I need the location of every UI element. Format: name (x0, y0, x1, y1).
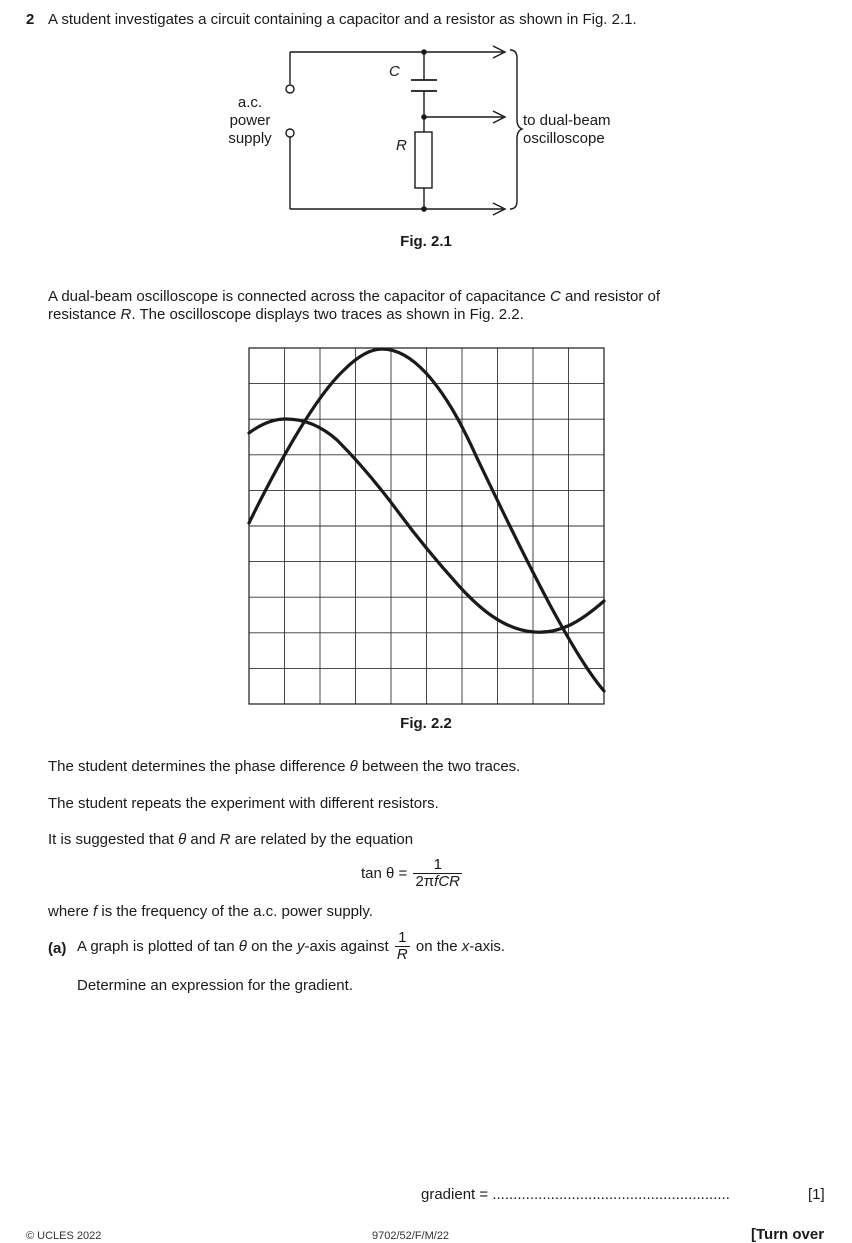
supply-label-line2: power (229, 112, 271, 129)
junction-top (421, 49, 427, 55)
supply-terminal-top (286, 85, 294, 93)
one-over-r-fraction: $\frac{1}{R}$ (396, 929, 408, 963)
resistor-label: R (396, 137, 407, 154)
suggestion-sentence: It is suggested that θ and R are related by the equation (48, 831, 414, 848)
footer-turn-over: [Turn over (751, 1226, 825, 1243)
oscilloscope-screen (249, 348, 604, 704)
phase-difference-sentence: The student determines the phase difference θ between the two traces. (48, 758, 521, 775)
resistor-symbol (415, 132, 432, 188)
footer-paper-code: 9702/52/F/M/22 (372, 1230, 450, 1242)
circuit-diagram (0, 0, 852, 240)
question-intro: A student investigates a circuit containing a capacitor and a resistor as shown in Fig. 2.1. (48, 11, 637, 28)
scope-label-line1: to dual-beam (523, 112, 611, 129)
part-a-question: A graph is plotted of tan θ on the y-axis against $\frac{1}{R}$ on the x-axis. (77, 929, 506, 963)
supply-label-line3: supply (228, 130, 272, 147)
footer-copyright: © UCLES 2022 (26, 1230, 102, 1242)
oscilloscope-description-line2: resistance R. The oscilloscope displays two traces as shown in Fig. 2.2. (48, 306, 524, 323)
question-number: 2 (26, 11, 35, 28)
gradient-answer-line[interactable] (421, 1186, 730, 1203)
where-sentence: where f is the frequency of the a.c. power supply. (48, 903, 373, 920)
part-a-marks: [1] (808, 1186, 825, 1203)
capacitor-label: C (389, 63, 400, 80)
part-a-instruction: Determine an expression for the gradient. (77, 977, 353, 994)
equation-fraction: $\frac{1}{\text{2πfCR}}$ (415, 856, 461, 890)
junction-middle (421, 114, 427, 120)
scope-brace (510, 50, 522, 209)
oscilloscope-description-line1: A dual-beam oscilloscope is connected across the capacitor of capacitance C and resistor of (48, 288, 661, 305)
fig-2-2-caption: Fig. 2.2 (400, 715, 452, 732)
gradient-answer-label: gradient = (421, 1186, 493, 1203)
equation: tan θ = $\frac{1}{\text{2πfCR}}$ (361, 856, 461, 890)
scope-label-line2: oscilloscope (523, 130, 605, 147)
gradient-answer-dots[interactable]: ......................................................... (492, 1186, 730, 1203)
repeat-sentence: The student repeats the experiment with different resistors. (48, 795, 439, 812)
supply-terminal-bottom (286, 129, 294, 137)
fig-2-1-caption: Fig. 2.1 (400, 233, 452, 250)
junction-bottom (421, 206, 427, 212)
part-a-label: (a) (48, 940, 67, 957)
supply-label-line1: a.c. (237, 94, 263, 111)
